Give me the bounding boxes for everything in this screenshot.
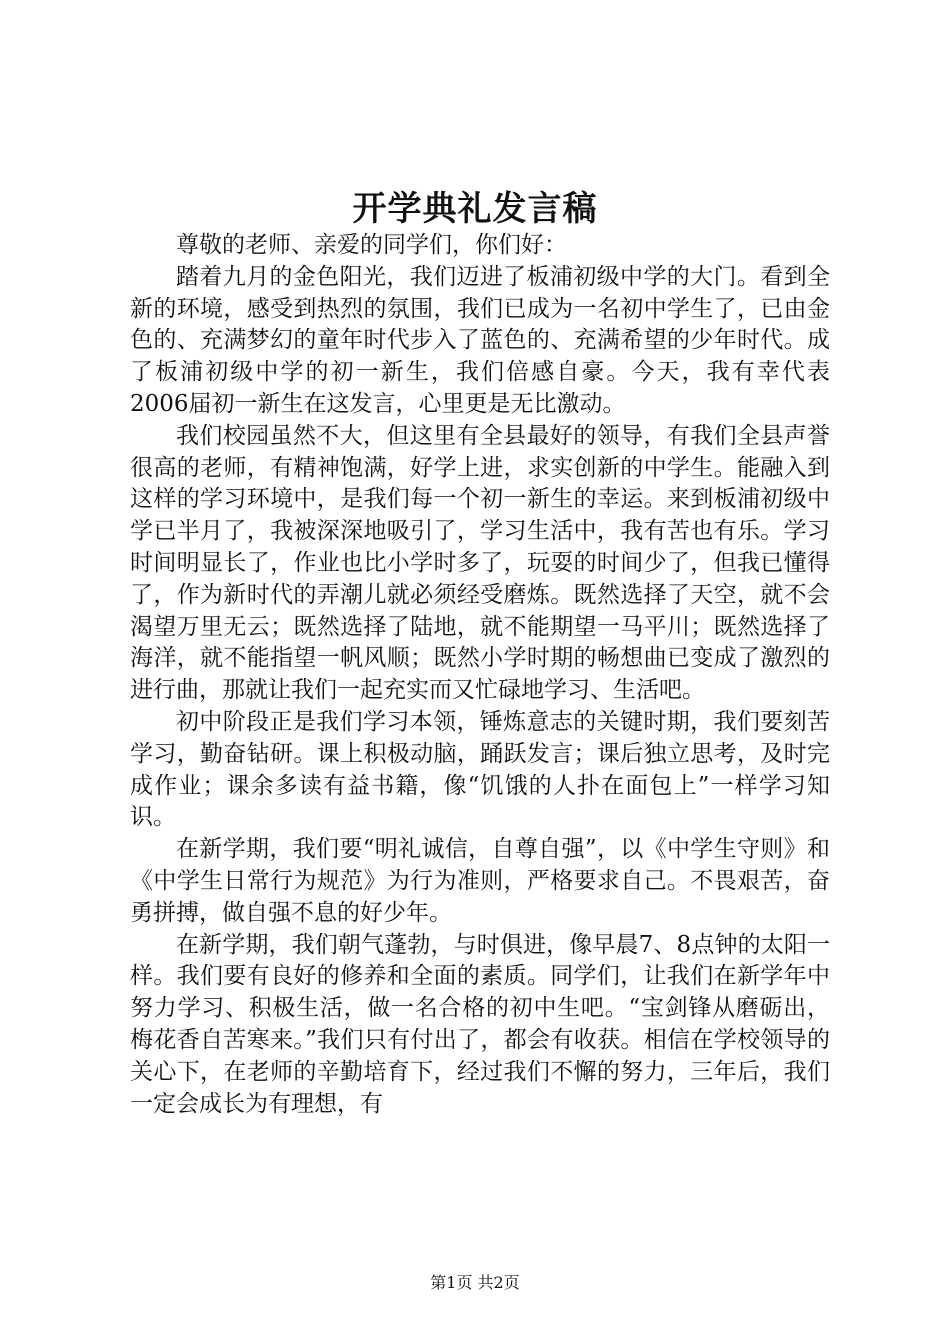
paragraph-greeting: 尊敬的老师、亲爱的同学们，你们好： [176, 232, 567, 258]
paragraph: 踏着九月的金色阳光，我们迈进了板浦初级中学的大门。看到全新的环境，感受到热烈的氛围，我们已成为一名初中学生了，已由金色的、充满梦幻的童年时代步入了蓝色的、充满希望的少年时代。成了板浦初级中学的初一新生，我们倍感自豪。今天，我有幸代表2006届初一新生在这发言，心里更是无比激动。 [130, 263, 830, 417]
paragraph: 初中阶段正是我们学习本领，锤炼意志的关键时期，我们要刻苦学习，勤奋钻研。课上积极动脑，踊跃发言；课后独立思考，及时完成作业；课余多读有益书籍，像“饥饿的人扑在面包上”一样学习知识。 [130, 708, 830, 831]
paragraph: 我们校园虽然不大，但这里有全县最好的领导，有我们全县声誉很高的老师，有精神饱满，好学上进，求实创新的中学生。能融入到这样的学习环境中，是我们每一个初一新生的幸运。来到板浦初级中学已半月了，我被深深地吸引了，学习生活中，我有苦也有乐。学习时间明显长了，作业也比小学时多了，玩耍的时间少了，但我已懂得了，作为新时代的弄潮儿就必须经受磨炼。既然选择了天空，就不会渴望万里无云；既然选择了陆地，就不能期望一马平川；既然选择了海洋，就不能指望一帆风顺；既然小学时期的畅想曲已变成了激烈的进行曲，那就让我们一起充实而又忙碌地学习、生活吧。 [130, 422, 830, 704]
document-body [130, 230, 830, 1120]
document-title: 开学典礼发言稿 [352, 189, 598, 229]
paragraph: 在新学期，我们朝气蓬勃，与时俱进，像早晨7、8点钟的太阳一样。我们要有良好的修养和全面的素质。同学们，让我们在新学年中努力学习、积极生活，做一名合格的初中生吧。“宝剑锋从磨砺出，梅花香自苦寒来。”我们只有付出了，都会有收获。相信在学校领导的关心下，在老师的辛勤培育下，经过我们不懈的努力，三年后，我们一定会成长为有理想，有 [130, 931, 830, 1117]
page-number: 第1页 共2页 [430, 1273, 520, 1292]
paragraph: 在新学期，我们要“明礼诚信，自尊自强”，以《中学生守则》和《中学生日常行为规范》为行为准则，严格要求自己。不畏艰苦，奋勇拼搏，做自强不息的好少年。 [130, 836, 830, 926]
